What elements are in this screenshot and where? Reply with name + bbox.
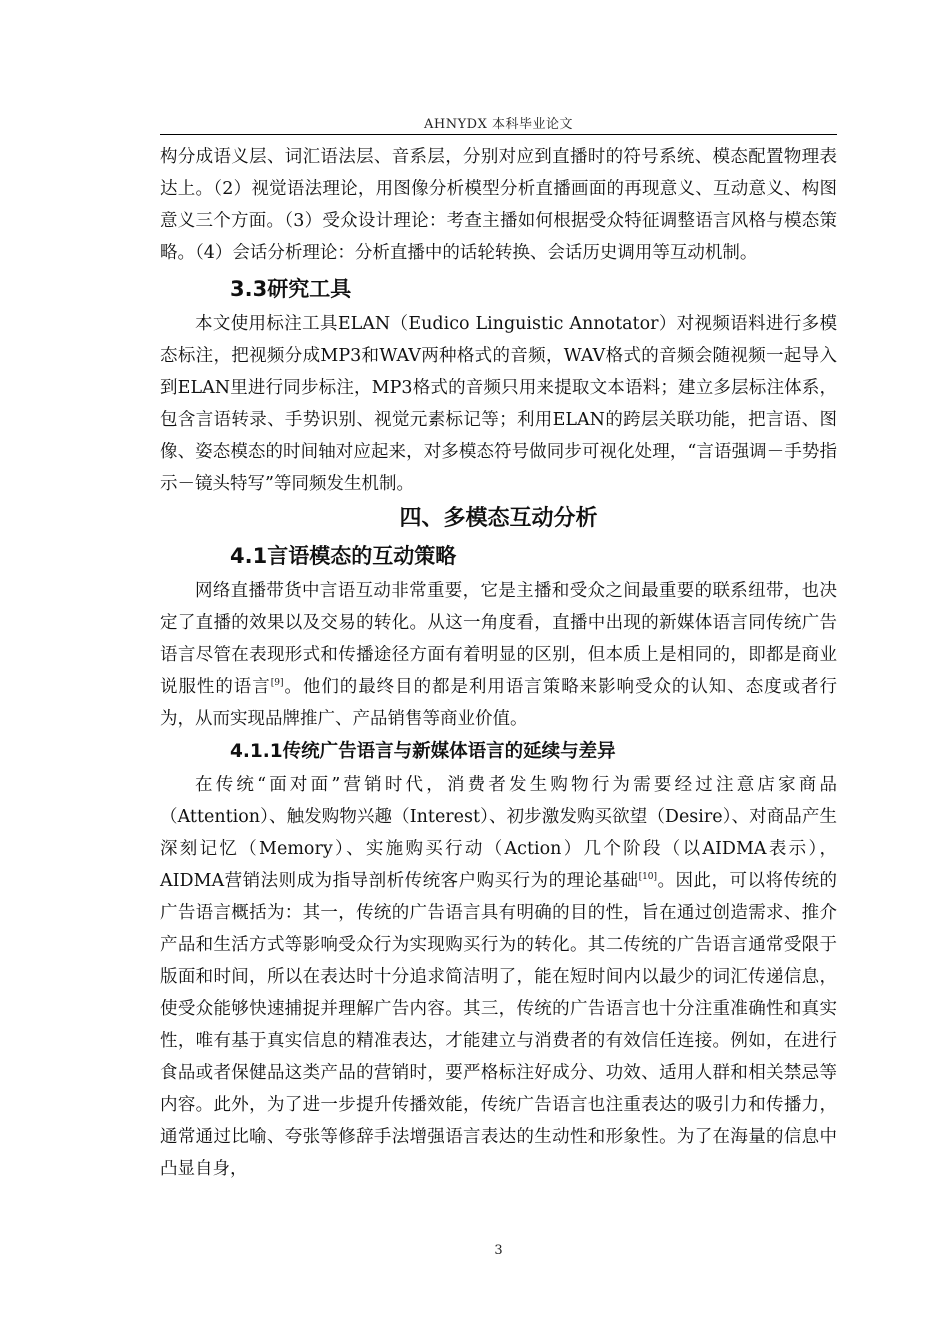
paragraph-research-tools: 本文使用标注工具ELAN（Eudico Linguistic Annotator）对视频语料进行多模态标注，把视频分成MP3和WAV两种格式的音频，WAV格式的音频会随视频一起导入到ELAN里进行同步标注，MP3格式的音频只用来提取文本语料；建立多层标注体系，包含言语转录、手势识别、视觉元素标记等；利用ELAN的跨层关联功能，把言语、图像、姿态模态的时间轴对应起来，对多模态符号做同步可视化处理，“言语强调－手势指示－镜头特写”等同频发生机制。	[160, 314, 837, 494]
paragraph-verbal-mode	[160, 575, 837, 735]
paragraph-continued: 构分成语义层、词汇语法层、音系层，分别对应到直播时的符号系统、模态配置物理表达上。（2）视觉语法理论，用图像分析模型分析直播画面的再现意义、互动意义、构图意义三个方面。（3）受众设计理论：考查主播如何根据受众特征调整语言风格与模态策略。（4）会话分析理论：分析直播中的话轮转换、会话历史调用等互动机制。	[160, 147, 837, 263]
page-number: 3	[494, 1243, 503, 1258]
chapter-heading-4: 四、多模态互动分析	[399, 506, 598, 531]
header-rule	[160, 134, 837, 135]
running-header: AHNYDX 本科毕业论文	[424, 117, 573, 132]
paragraph-text: 网络直播带货中言语互动非常重要，它是主播和受众之间最重要的联系纽带，也决定了直播的效果以及交易的转化。从这一角度看，直播中出现的新媒体语言同传统广告语言尽管在表现形式和传播途径方面有着明显的区别，但本质上是相同的，即都是商业说服性的语言	[160, 581, 837, 697]
paragraph-text: 在传统“面对面”营销时代，消费者发生购物行为需要经过注意店家商品（Attention）、触发购物兴趣（Interest）、初步激发购买欲望（Desire）、对商品产生深刻记忆（Memory）、实施购买行动（Action）几个阶段（以AIDMA表示），AIDMA营销法则成为指导剖析传统客户购买行为的理论基础	[160, 775, 837, 891]
section-heading-3-3: 3.3研究工具	[230, 277, 352, 301]
paragraph-text: 。他们的最终目的都是利用语言策略来影响受众的认知、态度或者行为，从而实现品牌推广、产品销售等商业价值。	[160, 677, 838, 729]
paragraph-text: 。因此，可以将传统的广告语言概括为：其一，传统的广告语言具有明确的目的性，旨在通过创造需求、推介产品和生活方式等影响受众行为实现购买行为的转化。其二传统的广告语言通常受限于版面和时间，所以在表达时十分追求简洁明了，能在短时间内以最少的词汇传递信息，使受众能够快速捕捉并理解广告内容。其三，传统的广告语言也十分注重准确性和真实性，唯有基于真实信息的精准表达，才能建立与消费者的有效信任连接。例如，在进行食品或者保健品这类产品的营销时，要严格标注好成分、功效、适用人群和相关禁忌等内容。此外，为了进一步提升传播效能，传统广告语言也注重表达的吸引力和传播力，通常通过比喻、夸张等修辞手法增强语言表达的生动性和形象性。为了在海量的信息中凸显自身，	[160, 871, 838, 1179]
citation-ref-10: [10]	[638, 872, 658, 883]
page-body	[160, 141, 837, 1185]
subsection-heading-4-1-1: 4.1.1传统广告语言与新媒体语言的延续与差异	[230, 741, 616, 762]
citation-ref-9: [9]	[270, 678, 284, 689]
paragraph-traditional-advertising	[160, 769, 837, 1185]
section-heading-4-1: 4.1言语模态的互动策略	[230, 544, 457, 568]
